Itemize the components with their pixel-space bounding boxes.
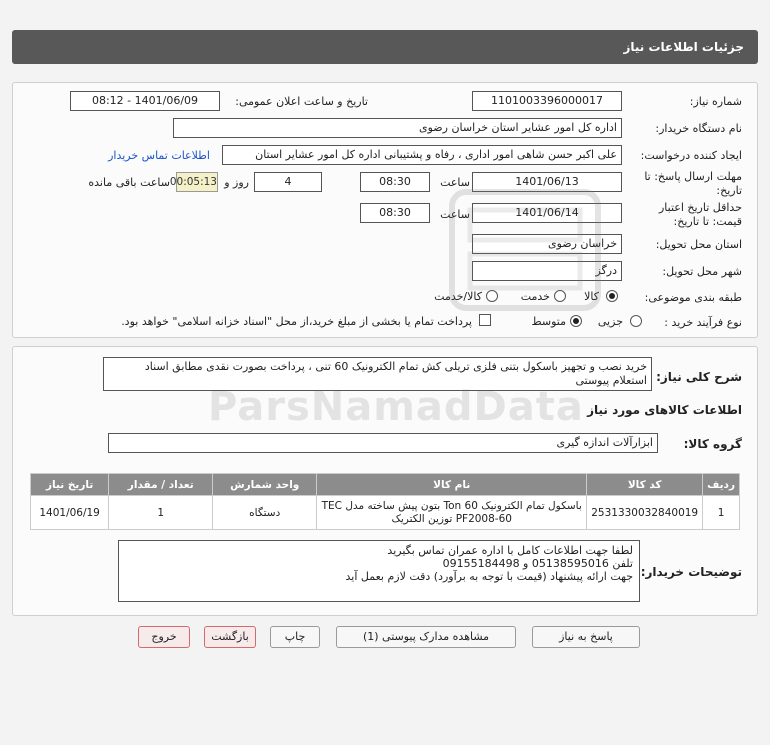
need-number-field: 1101003396000017	[472, 91, 622, 111]
cell-qty: 1	[109, 496, 213, 530]
print-button[interactable]: چاپ	[270, 626, 320, 648]
buyer-notes-line-3: جهت ارائه پیشنهاد (قیمت با توجه به برآورد) دقت لازم بعمل آید	[345, 570, 633, 583]
send-deadline-label: مهلت ارسال پاسخ: تا	[644, 170, 742, 183]
summary-text-2: استعلام پیوستی	[575, 374, 647, 387]
cell-name-line-2: PF2008-60 توزین الکتریک	[391, 512, 512, 525]
send-deadline-date: 1401/06/13	[472, 172, 622, 192]
reply-button[interactable]: پاسخ به نیاز	[532, 626, 640, 648]
province-field: خراسان رضوی	[472, 234, 622, 254]
send-deadline-label-2: تاریخ:	[716, 184, 742, 197]
buyer-notes-line-2: تلفن 05138595016 و 09155184498	[442, 557, 633, 570]
buyer-notes-label: توضیحات خریدار:	[640, 565, 742, 579]
category-option-service: خدمت	[520, 290, 550, 303]
category-option-goods-service: کالا/خدمت	[434, 290, 482, 303]
col-code: کد کالا	[587, 474, 703, 496]
page-title: جزئیات اطلاعات نیاز	[12, 30, 758, 64]
table-row	[31, 496, 740, 530]
process-label: نوع فرآیند خرید :	[664, 316, 742, 329]
goods-section-title: اطلاعات کالاهای مورد نیاز	[587, 403, 742, 417]
col-qty: تعداد / مقدار	[109, 474, 213, 496]
category-radio-goods-service[interactable]	[486, 290, 498, 302]
process-radio-minor[interactable]	[630, 315, 642, 327]
goods-group-field: ابزارآلات اندازه گیری	[108, 433, 658, 453]
category-label: طبقه بندی موضوعی:	[644, 291, 742, 304]
exit-button[interactable]: خروج	[138, 626, 190, 648]
province-label: استان محل تحویل:	[655, 238, 742, 251]
category-radio-goods[interactable]	[606, 290, 618, 302]
process-radio-medium[interactable]	[570, 315, 582, 327]
validity-date: 1401/06/14	[472, 203, 622, 223]
summary-text-1: خرید نصب و تجهیز باسکول بتنی فلزی تریلی کش تمام الکترونیک 60 تنی ، پرداخت بصورت نقدی مطابق اسناد	[144, 360, 647, 373]
send-time-label: ساعت	[440, 176, 470, 189]
validity-label: حداقل تاریخ اعتبار	[658, 201, 742, 214]
validity-time: 08:30	[360, 203, 430, 223]
summary-label: شرح کلی نیاز:	[656, 370, 742, 384]
creator-label: ایجاد کننده درخواست:	[640, 149, 742, 162]
process-option-minor: جزیی	[597, 315, 623, 328]
validity-label-2: قیمت: تا تاریخ:	[673, 215, 742, 228]
need-number-label: شماره نیاز:	[689, 95, 742, 108]
process-option-medium: متوسط	[531, 315, 566, 328]
category-radio-service[interactable]	[554, 290, 566, 302]
remaining-days: 4	[254, 172, 322, 192]
days-label: روز و	[224, 176, 249, 189]
cell-name	[317, 496, 587, 530]
announce-label: تاریخ و ساعت اعلان عمومی:	[235, 95, 368, 108]
category-option-goods: کالا	[584, 290, 599, 303]
goods-group-label: گروه کالا:	[683, 437, 742, 451]
cell-name-line-1: باسکول تمام الکترونیک Ton 60 بتون پیش ساخته مدل TEC	[321, 499, 582, 512]
creator-field: علی اکبر حسن شاهی امور اداری ، رفاه و پشتیبانی اداره کل امور عشایر استان	[222, 145, 622, 165]
city-field: درگز	[472, 261, 622, 281]
col-date: تاریخ نیاز	[31, 474, 109, 496]
col-row: ردیف	[703, 474, 740, 496]
cell-row: 1	[703, 496, 740, 530]
treasury-checkbox[interactable]	[479, 314, 491, 326]
buyer-notes-line-1: لطفا جهت اطلاعات کامل با اداره عمران تماس بگیرید	[387, 544, 633, 557]
back-button[interactable]: بازگشت	[204, 626, 256, 648]
remaining-label: ساعت باقی مانده	[88, 176, 170, 189]
cell-date: 1401/06/19	[31, 496, 109, 530]
remaining-time: 00:05:13	[176, 172, 218, 192]
validity-time-label: ساعت	[440, 208, 470, 221]
cell-code: 2531330032840019	[587, 496, 703, 530]
send-deadline-time: 08:30	[360, 172, 430, 192]
buyer-contact-link[interactable]: اطلاعات تماس خریدار	[108, 149, 210, 162]
goods-table-header	[31, 474, 740, 496]
attachments-button[interactable]: مشاهده مدارک پیوستی (1)	[336, 626, 516, 648]
treasury-checkbox-label: پرداخت تمام یا بخشی از مبلغ خرید،از محل "اسناد خزانه اسلامی" خواهد بود.	[121, 315, 472, 328]
cell-unit: دستگاه	[213, 496, 317, 530]
summary-box	[103, 357, 652, 391]
announce-field: 1401/06/09 - 08:12	[70, 91, 220, 111]
city-label: شهر محل تحویل:	[662, 265, 742, 278]
goods-table	[30, 473, 740, 530]
buyer-notes-box	[118, 540, 640, 602]
col-unit: واحد شمارش	[213, 474, 317, 496]
buyer-label: نام دستگاه خریدار:	[655, 122, 742, 135]
buyer-field: اداره کل امور عشایر استان خراسان رضوی	[173, 118, 622, 138]
col-name: نام کالا	[317, 474, 587, 496]
